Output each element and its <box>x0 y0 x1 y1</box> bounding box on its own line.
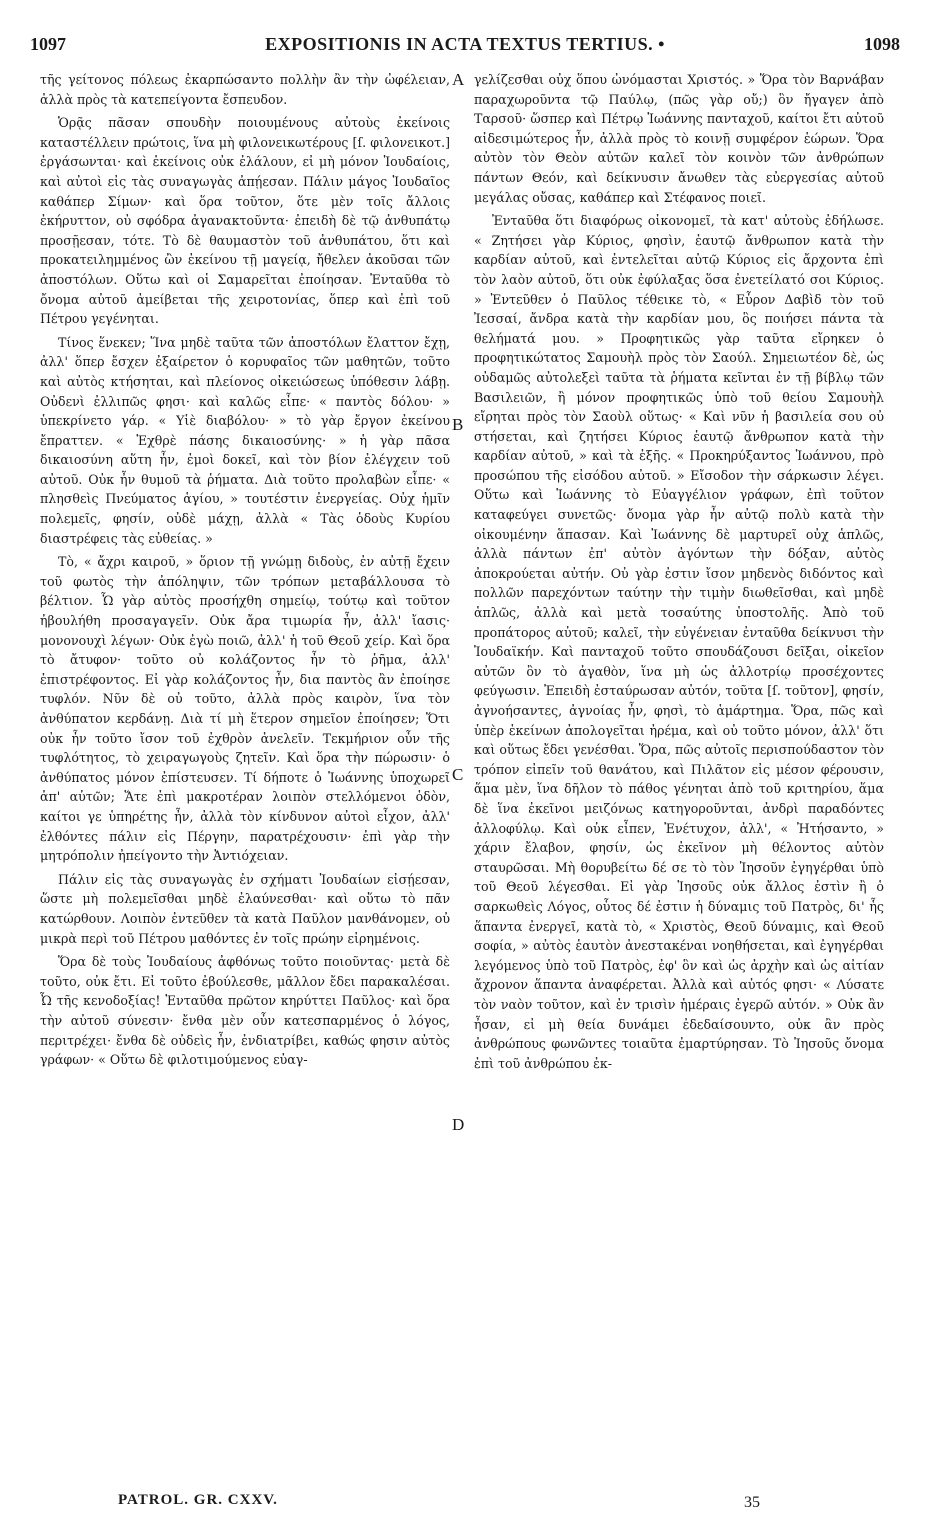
margin-marker-c: C <box>452 765 464 784</box>
left-column <box>40 70 450 1074</box>
right-column <box>474 70 884 1077</box>
left-paragraph-3: Τίνος ἕνεκεν; Ἵνα μηδὲ ταῦτα τῶν ἀποστόλων ἔλαττον ἔχῃ, ἀλλ' ὅπερ ἔσχεν ἐξαίρετον ὁ κορυφαῖος τῶν μαθητῶν, τοῦτο καὶ αὐτὸς κτήσηται, καὶ πλείονος οἰκειώσεως ὑπόθεσιν λάβῃ. Οὐδενὶ ἐλλιπῶς φησι· καὶ καλῶς εἶπε· « παντὸς δόλου· » ὑπεκρίνετο γάρ. « Υἱὲ διαβόλου· » τὸ γὰρ ἔργον ἐκείνου ἔπραττεν. « Ἐχθρὲ πάσης δικαιοσύνης· » ἡ γὰρ πᾶσα δικαιοσύνη αὕτη ἦν, ἐμοὶ δοκεῖ, καὶ τὸν βίον ἐλέγχειν τοῦ αὐτοῦ. Οὐκ ἦν θυμοῦ τὰ ῥήματα. Διὰ τοῦτο προλαβὼν εἶπε· « πλησθεὶς Πνεύματος ἁγίου, » τουτέστιν ἐνεργείας. Οὐχ ἡμῖν πολεμεῖς, φησίν, οὐδὲ μάχῃ, ἀλλὰ « Τὰς ὁδοὺς Κυρίου διαστρέφεις τὰς εὐθείας. » <box>40 334 450 546</box>
left-paragraph-2: Ὁρᾷς πᾶσαν σπουδὴν ποιουμένους αὐτοὺς ἐκείνοις καταστέλλειν πρώτοις, ἵνα μὴ φιλονεικωτέρους [ſ. φιλονεικοτ.] ἐργάσωνται· καὶ ἐκείνοις οὐκ ἐλάλουν, εἰ μὴ μόνον Ἰουδαίοις, καὶ αὐτοὶ εἰς τὰς συναγωγὰς ἀπῄεσαν. Πάλιν μάγος Ἰουδαῖος καθάπερ Σίμων· καὶ ὅρα τοῦτον, ὅτε μὲν τοῖς ἄλλοις ἐκήρυττον, οὐ σφόδρα ἀγανακτοῦντα· ἐπειδὴ δὲ τῷ ἀνθυπάτῳ προσῇεσαν, τότε. Τὸ δὲ θαυμαστὸν τοῦ ἀνθυπάτου, ὅτι καὶ προκατειλημμένος ὢν ἐκείνου τῇ μαγείᾳ, ἤθελεν ἀκοῦσαι τῶν ἀποστόλων. Οὕτω καὶ οἱ Σαμαρεῖται ἐποίησαν. Ἐνταῦθα τὸ ὄνομα αὐτοῦ ἀμείβεται τῆς χειροτονίας, ὅπερ καὶ ἐπὶ τοῦ Πέτρου γεγένηται. <box>40 115 450 327</box>
left-paragraph-4: Τὸ, « ἄχρι καιροῦ, » ὅριον τῇ γνώμῃ διδοὺς, ἐν αὐτῇ ἔχειν τοῦ φωτὸς τὴν ἀπόληψιν, τῶν τρόπων μεταβάλλουσα τὸ βέλτιον. Ὧ γὰρ αὐτὸς προσήχθη σημείῳ, τούτῳ καὶ τοῦτον ἠβουλήθη προσαγαγεῖν. Οὐκ ἄρα τιμωρία ἦν, ἀλλ' ἴασις· μονονουχὶ λέγων· Οὐκ ἐγὼ ποιῶ, ἀλλ' ἡ τοῦ Θεοῦ χείρ. Καὶ ὅρα τὸ ἄτυφον· τοῦτο οὐ κολάζοντος ἦν τὸ ῥῆμα, ἀλλ' ἐπιστρέφοντος. Εἰ γὰρ κολάζοντος ἦν, δια παντὸς ἂν ἐποίησε τυφλόν. Νῦν δὲ οὐ τοῦτο, ἀλλὰ πρὸς καιρὸν, ἵνα τὸν ἀνθύπατον κερδάνῃ. Διὰ τί μὴ ἕτερον σημεῖον ἐποίησεν; Ὅτι οὐκ ἦν τοῦτο ἴσον τοῦ ἐχθρὸν ἀνελεῖν. Τεκμήριον οὖν τῆς τυφλότητος, τὸ χειραγωγοὺς ζητεῖν. Καὶ ὅρα τὴν πώρωσιν· ὁ ἀνθύπατος μόνον ἐπίστευσεν. Τί δήποτε ὁ Ἰωάννης ὑποχωρεῖ ἀπ' αὐτῶν; Ἅτε ἐπὶ μακροτέραν λοιπὸν στελλόμενοι ὁδὸν, καίτοι γε ὑπηρέτης ἦν, ἀλλὰ τὸν κίνδυνον αὐτοὶ εἶχον, ἀλλ' ἐλθόντες πάλιν εἰς Πέργην, παρατρέχουσιν· ἐπὶ γὰρ τὴν μητρόπολιν ἠπείγοντο τὴν Ἀντιόχειαν. <box>40 554 450 864</box>
left-paragraph-1: τῆς γείτονος πόλεως ἐκαρπώσαντο πολλὴν ἂν τὴν ὠφέλειαν, ἀλλὰ πρὸς τὰ κατεπείγοντα ἔσπευδον. <box>40 72 450 107</box>
margin-marker-a: A <box>452 70 465 89</box>
margin-marker-d: D <box>452 1115 465 1134</box>
page-number-right: 1098 <box>864 34 900 54</box>
right-paragraph-1: γελίζεσθαι οὐχ ὅπου ὠνόμασται Χριστός. » Ὅρα τὸν Βαρνάβαν παραχωροῦντα τῷ Παύλῳ, (πῶς γὰρ οὔ;) ὃν ἤγαγεν ἀπὸ Ταρσοῦ· ὥσπερ καὶ Πέτρῳ Ἰωάννης πανταχοῦ, καίτοι ἔτι αὐτοῦ αἰδεσιμώτερος ἦν, ἀλλὰ πρὸς τὸ κοινῇ συμφέρον ἑώρων. Ὅρα αὐτὸν τὸν Θεὸν αὐτῶν καλεῖ τὸν κοινὸν τῶν ἀνθρώπων πάντων Θεόν, καὶ δείκνυσιν ἄνωθεν τὰς εὐεργεσίας αὐτοῦ μεγάλας οὔσας, καθάπερ καὶ Στέφανος ποιεῖ. <box>474 72 884 205</box>
footer-signature-number: 35 <box>744 1494 760 1511</box>
page-number-left: 1097 <box>30 34 66 54</box>
footer-series-label: PATROL. GR. CXXV. <box>118 1492 278 1508</box>
left-paragraph-6: Ὅρα δὲ τοὺς Ἰουδαίους ἀφθόνως τοῦτο ποιοῦντας· μετὰ δὲ τοῦτο, οὐκ ἔτι. Εἰ τοῦτο ἐβούλεσθε, μᾶλλον ἔδει παρακαλέσαι. Ὦ τῆς κενοδοξίας! Ἐνταῦθα πρῶτον κηρύττει Παῦλος· καὶ ὅρα τὴν αὐτοῦ σύνεσιν· ἔνθα μὲν οὖν κατεσπαρμένος ὁ λόγος, περιτρέχει· ἔνθα δὲ οὐδεὶς ἦν, ἐνδιατρίβει, καθώς φησιν αὐτὸς γράφων· « Οὕτω δὲ φιλοτιμούμενος εὐαγ- <box>40 954 450 1068</box>
page-header <box>30 28 900 58</box>
right-paragraph-2: Ἐνταῦθα ὅτι διαφόρως οἰκονομεῖ, τὰ κατ' αὐτοὺς ἐδήλωσε. « Ζητήσει γὰρ Κύριος, φησὶν, ἑαυτῷ ἄνθρωπον κατὰ τὴν καρδίαν αὐτοῦ, καὶ ἐντελεῖται αὐτῷ Κύριος εἰς ἄρχοντα ἐπὶ τὸν λαὸν αὐτοῦ, ὅτι οὐκ ἐφύλαξας ὅσα ἐνετείλατό σοι Κύριος. » Ἐντεῦθεν ὁ Παῦλος τέθεικε τὸ, « Εὗρον Δαβὶδ τὸν τοῦ Ἰεσσαί, ἄνδρα κατὰ τὴν καρδίαν μου, ὃς ποιήσει πάντα τὰ θελήματά μου. » Προφητικῶς γὰρ ταῦτα εἴρηκεν ὁ προφητικώτατος Σαμουὴλ πρὸς τὸν Σαούλ. Σημειωτέον δὲ, ὡς οὐδαμῶς αὐτολεξεὶ ταῦτα τὰ ῥήματα κεῖνται ἐν τῇ βίβλῳ τῶν Βασιλειῶν, ἢ μόνον προφητικῶς ὑπὸ τοῦ θείου Σαμουὴλ εἴρηται πρὸς τὸν Σαοὺλ οὕτως· « Καὶ νῦν ἡ βασιλεία σου οὐ στήσεται, καὶ ζητήσει Κύριος ἑαυτῷ ἄνθρωπον κατὰ τὴν καρδίαν αὐτοῦ, » καὶ τὰ ἑξῆς. « Προκηρύξαντος Ἰωάννου, πρὸ προσώπου τῆς εἰσόδου αὐτοῦ. » Εἴσοδον τὴν σάρκωσιν λέγει. Οὕτω καὶ Ἰωάννης τὸ Εὐαγγέλιον γράφων, ἐπὶ τοῦτον καταφεύγει συνετῶς· ὄνομα γὰρ ἦν αὐτῷ πολὺ κατὰ τὴν οἰκουμένην ἅπασαν. Καὶ Ἰωάννης δὲ μαρτυρεῖ οὐχ ἁπλῶς, ἀλλὰ πάντων ἐπ' αὐτὸν ἀγόντων τὴν δόξαν, αὐτὸς ἀποκρούεται αὐτήν. Οὐ γὰρ ἐστιν ἴσον μηδενὸς διδόντος καὶ πολλῶν παρεχόντων ταύτην τὴν τιμὴν διωθεῖσθαι, καὶ μηδὲ ἁπλῶς, ἀλλὰ καὶ μετὰ τοσαύτης ὑποστολῆς. Ἀπὸ τοῦ προπάτορος αὐτοῦ; καλεῖ, τὴν εὐγένειαν ἐνταῦθα δείκνυσι τὴν Ἰουδαϊκήν. Καὶ πανταχοῦ τοῦτο σπουδάζουσι δεῖξαι, οἰκεῖον αὐτῶν ὂν τὸ ἀγαθὸν, ἵνα μὴ ὡς ἀλλοτρίῳ προσέχοντες φεύγωσιν. Ἐπειδὴ ἐσταύρωσαν αὐτόν, τοῦτα [ſ. τοῦτον], φησίν, ἀγνοήσαντες, ἀγνοίας ἦν, φησὶ, τὸ ἁμάρτημα. Ὅρα, πῶς καὶ ὑπὲρ ἐκείνων ἀπολογεῖται ἠρέμα, καὶ οὐ τοῦτο μόνον, ἀλλ' ὅτι καὶ οὕτως ἔδει γενέσθαι. Ὅρα, πῶς αὐτοῖς περισπούδαστον τὸν τρόπον εἰπεῖν τοῦ θανάτου, καὶ Πιλᾶτον εἰς μέσον φέρουσιν, ἅμα μὲν, ἵνα δῆλον τὸ πάθος γένηται ἀπὸ τοῦ κριτηρίου, ἅμα δὲ ἵνα ἐκεῖνοι μειζόνως κατηγοροῦνται, ἀνδρὶ παραδόντες ἀλλοφύλῳ. Καὶ οὐκ εἶπεν, Ἐνέτυχον, ἀλλ', « Ἠτήσαντο, » χάριν ἔλαβον, φησίν, ὡς ἐκεῖνον μὴ θέλοντος αὐτὸν σταυρῶσαι. Μὴ θορυβείτω δέ σε τὸ τὸν Ἰησοῦν ἐγηγέρθαι ὑπὸ τοῦ Θεοῦ λέγεσθαι. Εἰ γὰρ Ἰησοῦς οὐκ ἄλλος ἐστὶν ἢ ὁ σαρκωθεὶς Λόγος, οὗτος δέ ἐστιν ἡ δύναμις τοῦ Πατρὸς, δι' ἧς ἅπαντα ἐνεργεῖ, κατὰ τὸ, « Χριστὸς, Θεοῦ δύναμις, καὶ Θεοῦ σοφία, » αὐτὸς ἑαυτὸν ἀνεστακέναι νοηθήσεται, καὶ ἐγηγέρθαι λεγόμενος ὑπὸ τοῦ Πατρὸς, ἐφ' ὃν καὶ ὡς ἀρχὴν καὶ ὡς αἰτίαν ἄχρονον ἅπαντα ἀναφέρεται. Ἀλλὰ καὶ αὐτός φησι· « Λύσατε τὸν ναὸν τοῦτον, καὶ ἐν τρισὶν ἡμέραις ἐγερῶ αὐτόν. » Οὐκ ἂν ἦσαν, εἰ μὴ θεία δυνάμει ἐδεδαίσουντο, οὐκ ἂν πρὸς ἀνθρώπους φωνῶντες τοιαῦτα ἐμαρτύρησαν. Τὸ Ἰησοῦς ὄνομα ἐπὶ τοῦ ἀνθρώπου ἐκ- <box>474 213 884 1071</box>
left-paragraph-5: Πάλιν εἰς τὰς συναγωγὰς ἐν σχήματι Ἰουδαίων εἰσῄεσαν, ὥστε μὴ πολεμεῖσθαι μηδὲ ἐλαύνεσθαι· καὶ οὕτω τὸ πᾶν κατώρθουν. Λοιπὸν ἐντεῦθεν τὰ κατὰ Παῦλον μανθάνομεν, οὐ μικρὰ περὶ τοῦ Πέτρου μαθόντες ἐν τοῖς πρώην εἰρημένοις. <box>40 871 450 946</box>
running-title: EXPOSITIONIS IN ACTA TEXTUS TERTIUS. • <box>265 34 665 54</box>
margin-marker-b: B <box>452 415 464 434</box>
